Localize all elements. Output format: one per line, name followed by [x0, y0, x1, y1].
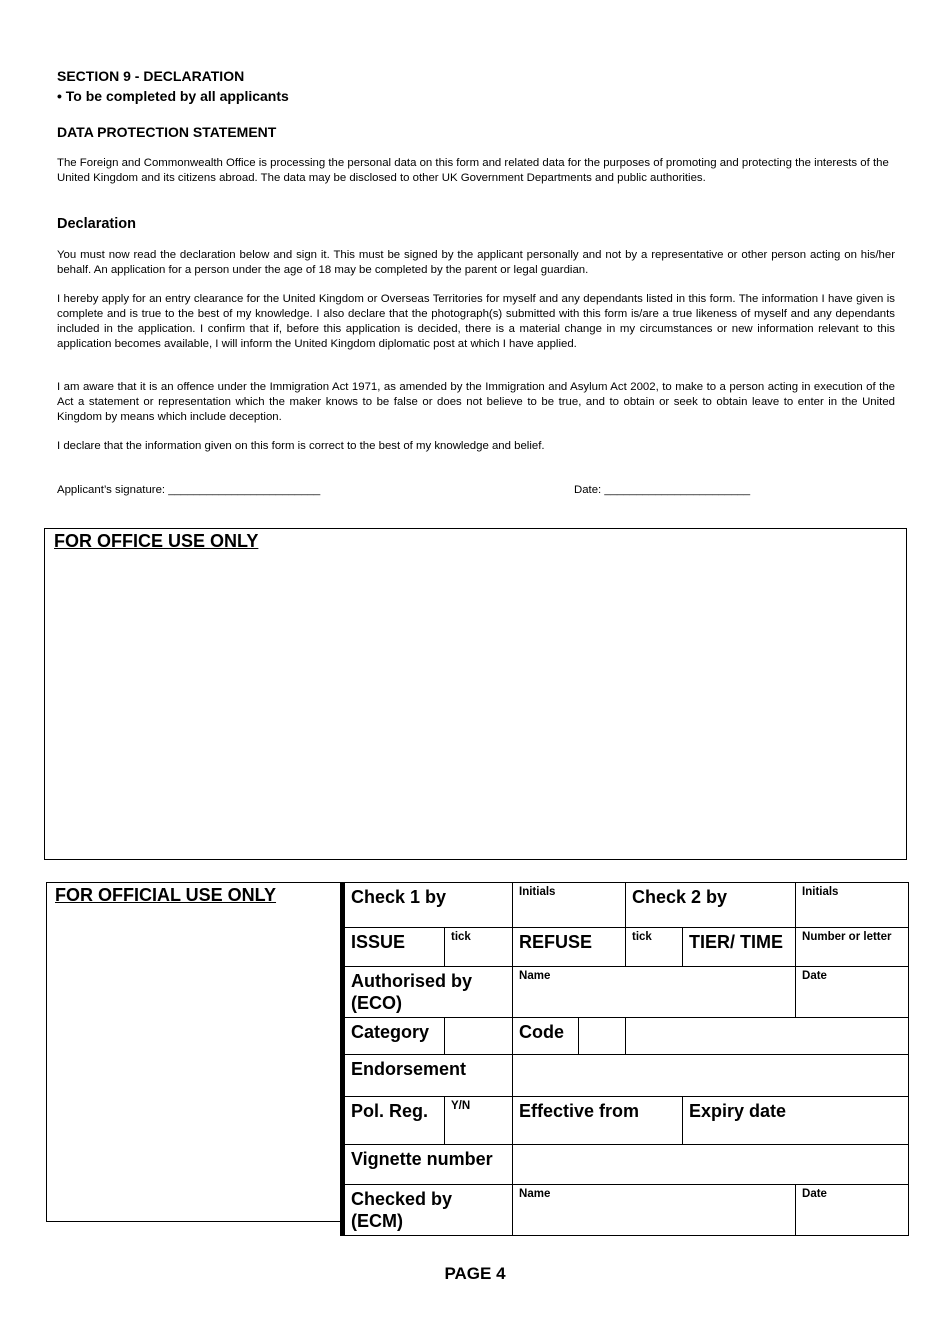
- vignette-number-label: Vignette number: [343, 1145, 513, 1185]
- endorsement-label: Endorsement: [343, 1055, 513, 1097]
- code-label: Code: [513, 1018, 579, 1055]
- declaration-heading: Declaration: [57, 216, 136, 232]
- issue-label: ISSUE: [343, 928, 445, 967]
- declaration-para-2: I hereby apply for an entry clearance for the United Kingdom or Overseas Territories for myself and any dependants listed in this form. The information I have given is complete and is true to the best of my knowledge. I also declare that the photograph(s) submitted with this form is/are a true likeness of myself and any dependants included in the application. I confirm that if, before this application is decided, there is a material change in my circumstances or new information relevant to this application becomes available, I will inform the United Kingdom diplomatic post at which I have applied.: [57, 293, 895, 350]
- code-extra[interactable]: [626, 1018, 909, 1055]
- category-label: Category: [343, 1018, 445, 1055]
- refuse-label: REFUSE: [513, 928, 626, 967]
- declaration-para-3: I am aware that it is an offence under the Immigration Act 1971, as amended by the Immigration and Asylum Act 2002, to make to a person acting in execution of the Act a statement or representation which the maker knows to be false or does not believe to be true, and to obtain or seek to obtain leave to enter in the United Kingdom by means which include deception.: [57, 381, 895, 423]
- effective-from-label: Effective from: [513, 1097, 683, 1145]
- check-2-label: Check 2 by: [626, 883, 796, 928]
- declaration-para-4: I declare that the information given on this form is correct to the best of my knowledge and belief.: [57, 440, 545, 452]
- refuse-tick[interactable]: tick: [626, 928, 683, 967]
- authorised-by-name[interactable]: Name: [513, 967, 796, 1018]
- vignette-number-value[interactable]: [513, 1145, 909, 1185]
- category-value[interactable]: [445, 1018, 513, 1055]
- check-2-initials[interactable]: Initials: [796, 883, 909, 928]
- tier-time-label: TIER/ TIME: [683, 928, 796, 967]
- office-use-title: FOR OFFICE USE ONLY: [54, 531, 259, 551]
- section-subtitle-text: To be completed by all applicants: [65, 88, 289, 104]
- applicant-signature-field[interactable]: Applicant’s signature: ________________________: [57, 484, 321, 496]
- data-protection-heading: DATA PROTECTION STATEMENT: [57, 124, 277, 140]
- tier-number-or-letter[interactable]: Number or letter: [796, 928, 909, 967]
- checked-by-date[interactable]: Date: [796, 1185, 909, 1236]
- pol-reg-yn[interactable]: Y/N: [445, 1097, 513, 1145]
- checked-by-name[interactable]: Name: [513, 1185, 796, 1236]
- office-use-box: [44, 528, 907, 860]
- page-number: PAGE 4: [444, 1264, 506, 1283]
- code-value[interactable]: [579, 1018, 626, 1055]
- check-1-label: Check 1 by: [343, 883, 513, 928]
- official-use-title: FOR OFFICIAL USE ONLY: [55, 885, 277, 905]
- bullet: •: [57, 88, 62, 104]
- official-use-panel: [46, 882, 340, 1222]
- official-use-table: [340, 882, 909, 1236]
- checked-by-label: Checked by (ECM): [343, 1185, 513, 1236]
- issue-tick[interactable]: tick: [445, 928, 513, 967]
- authorised-by-label: Authorised by (ECO): [343, 967, 513, 1018]
- data-protection-text: The Foreign and Commonwealth Office is processing the personal data on this form and related data for the purposes of promoting and protecting the interests of the United Kingdom and its citizens abroad. The data may be disclosed to other UK Government Departments and public authorities.: [57, 157, 889, 184]
- declaration-para-1: You must now read the declaration below and sign it. This must be signed by the applicant personally and not by a representative or other person acting on his/her behalf. An application for a person under the age of 18 may be completed by the parent or legal guardian.: [57, 249, 895, 276]
- expiry-date-label: Expiry date: [683, 1097, 909, 1145]
- pol-reg-label: Pol. Reg.: [343, 1097, 445, 1145]
- section-title: SECTION 9 - DECLARATION: [57, 68, 245, 84]
- signature-date-field[interactable]: Date: _______________________: [574, 484, 751, 496]
- check-1-initials[interactable]: Initials: [513, 883, 626, 928]
- authorised-by-date[interactable]: Date: [796, 967, 909, 1018]
- section-subtitle: [57, 88, 289, 104]
- endorsement-value[interactable]: [513, 1055, 909, 1097]
